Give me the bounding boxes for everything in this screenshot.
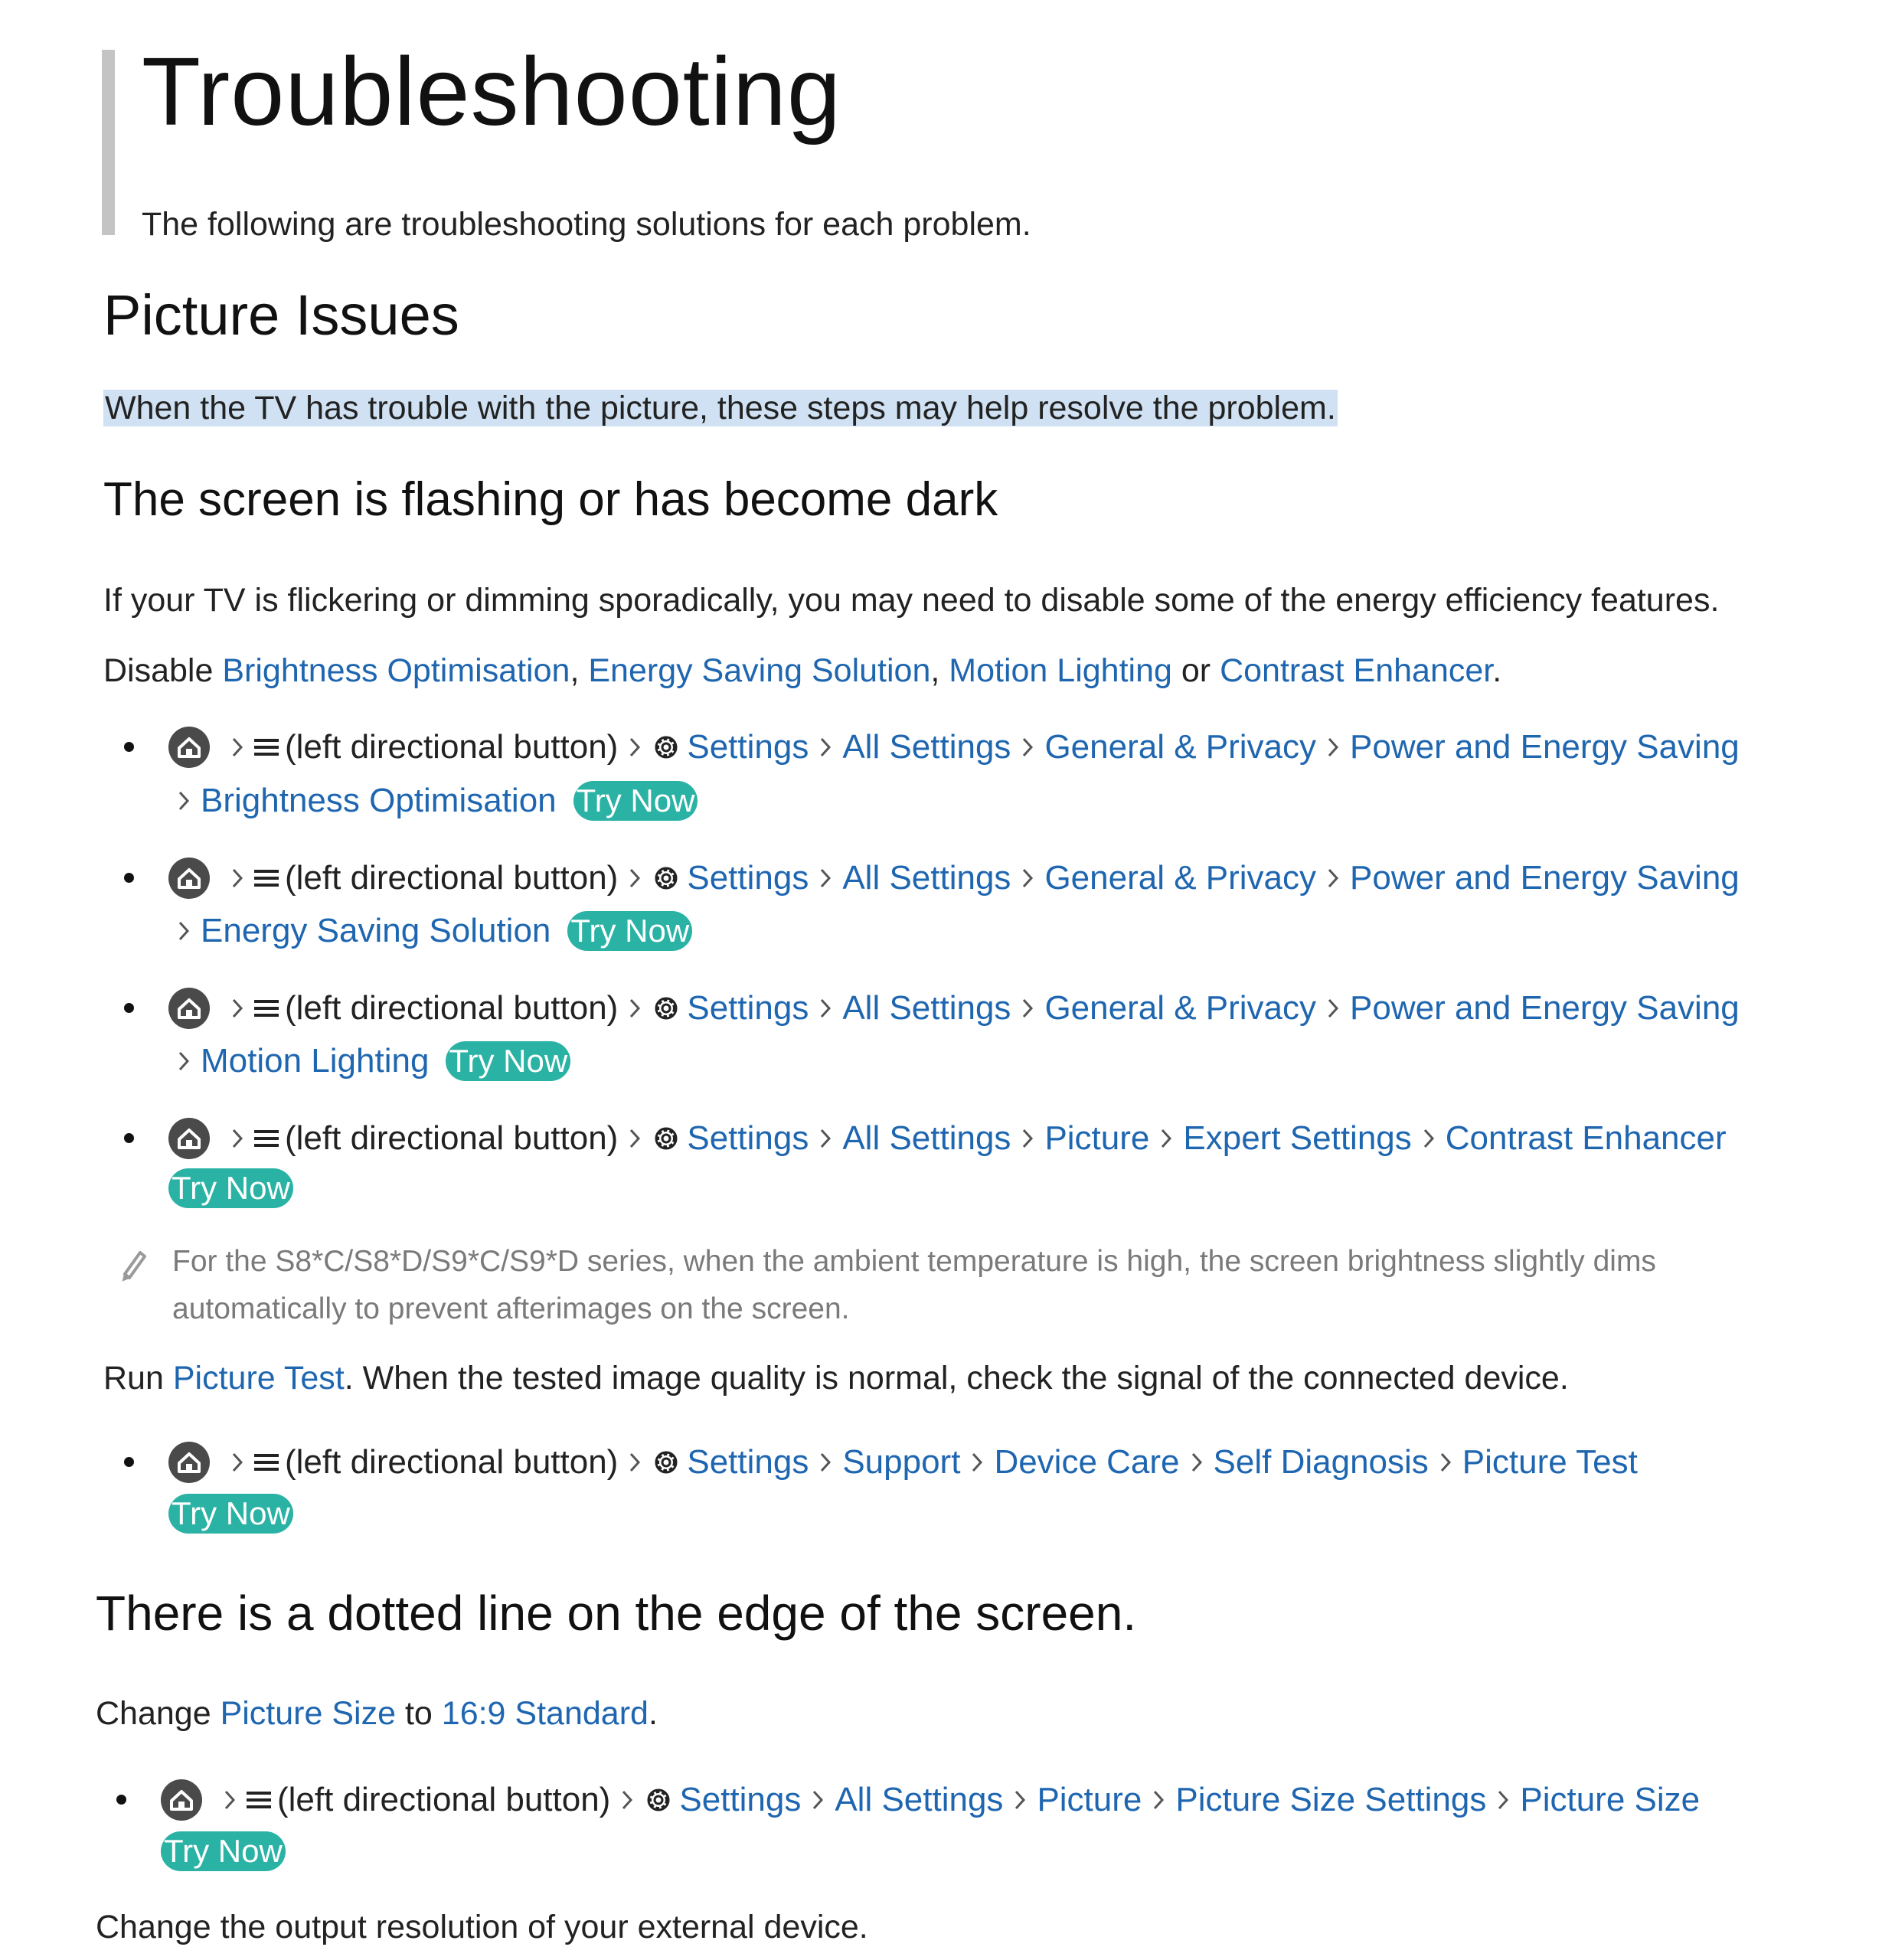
link-support[interactable]: Support [842,1443,961,1481]
chevron-right-icon [1439,1452,1452,1473]
paragraph-disable: Disable Brightness Optimisation, Energy Saving Solution, Motion Lighting or Contrast Enhancer. [103,652,1502,689]
chevron-right-icon [1021,737,1034,758]
paragraph-flicker: If your TV is flickering or dimming sporadically, you may need to disable some of the energy efficiency features. [103,582,1720,619]
selected-text: When the TV has trouble with the picture, these steps may help resolve the problem. [105,390,1336,426]
link-picture-test-path[interactable]: Picture Test [1462,1443,1638,1481]
menu-path-1-cont [178,778,698,824]
section-heading: Picture Issues [103,283,459,347]
link-self-diagnosis[interactable]: Self Diagnosis [1213,1443,1429,1481]
link-picture[interactable]: Picture [1037,1781,1142,1818]
chevron-right-icon [178,1050,190,1072]
home-icon [168,1118,210,1159]
link-motion-lighting-path[interactable]: Motion Lighting [201,1042,430,1080]
note-line-2: automatically to prevent afterimages on the screen. [172,1292,850,1325]
subsection-heading-dotted: There is a dotted line on the edge of the screen. [96,1586,1137,1641]
chevron-right-icon [1021,998,1034,1019]
link-contrast-enhancer-path[interactable]: Contrast Enhancer [1445,1119,1727,1157]
menu-path-4: (left directional button) Settings All Settings Picture Expert Settings Contrast Enhancer [168,1116,1727,1161]
chevron-right-icon [231,998,243,1019]
menu-path-5-cont [168,1494,293,1534]
link-settings[interactable]: Settings [687,1119,809,1157]
paragraph-output-resolution: Change the output resolution of your external device. [96,1909,868,1945]
gear-icon [652,733,681,762]
link-power-energy-saving[interactable]: Power and Energy Saving [1350,859,1740,897]
try-now-button[interactable]: Try Now [161,1831,286,1871]
chevron-right-icon [178,920,190,942]
home-icon [161,1779,202,1821]
link-motion-lighting[interactable]: Motion Lighting [949,652,1172,689]
link-picture-test[interactable]: Picture Test [172,1360,345,1396]
chevron-right-icon [1327,737,1339,758]
link-brightness-optimisation[interactable]: Brightness Optimisation [222,652,570,689]
link-expert-settings[interactable]: Expert Settings [1183,1119,1412,1157]
link-picture-size[interactable]: Picture Size [220,1695,397,1732]
chevron-right-icon [1327,998,1339,1019]
list-bullet [124,1457,134,1467]
subsection-heading-flashing: The screen is flashing or has become dark [103,473,998,526]
link-energy-saving-solution-path[interactable]: Energy Saving Solution [201,912,551,949]
link-picture-size-path[interactable]: Picture Size [1520,1781,1701,1818]
chevron-right-icon [812,1789,824,1811]
link-contrast-enhancer[interactable]: Contrast Enhancer [1220,652,1493,689]
link-all-settings[interactable]: All Settings [842,728,1011,766]
menu-path-2-cont [178,908,692,954]
list-bullet [124,742,134,752]
chevron-right-icon [224,1789,236,1811]
chevron-right-icon [629,1452,641,1473]
title-accent-bar [102,50,115,235]
chevron-right-icon [231,867,243,889]
chevron-right-icon [819,1128,832,1149]
chevron-right-icon [971,1452,983,1473]
home-icon [168,1442,210,1483]
home-icon [168,727,210,768]
menu-path-4-cont [168,1168,293,1208]
link-general-privacy[interactable]: General & Privacy [1044,728,1317,766]
link-picture[interactable]: Picture [1044,1119,1150,1157]
gear-icon [652,1124,681,1153]
link-brightness-optimisation-path[interactable]: Brightness Optimisation [201,782,557,819]
gear-icon [644,1785,673,1815]
chevron-right-icon [819,867,832,889]
menu-path-6: (left directional button) Settings All Settings Picture Picture Size Settings Picture Size [161,1777,1700,1823]
chevron-right-icon [1152,1789,1165,1811]
list-bullet [116,1795,126,1805]
menu-icon [254,737,279,758]
chevron-right-icon [629,737,641,758]
note-line-1: For the S8*C/S8*D/S9*C/S9*D series, when the ambient temperature is high, the screen brightness slightly dims [172,1245,1656,1278]
chevron-right-icon [1021,867,1034,889]
chevron-right-icon [629,867,641,889]
link-settings[interactable]: Settings [687,728,809,766]
link-settings[interactable]: Settings [687,989,809,1027]
link-all-settings[interactable]: All Settings [835,1781,1004,1818]
try-now-button[interactable]: Try Now [168,1494,293,1534]
chevron-right-icon [231,1128,243,1149]
paragraph-change-size: Change Picture Size to 16:9 Standard. [96,1695,658,1732]
page-title: Troubleshooting [142,38,841,145]
try-now-button[interactable]: Try Now [168,1168,293,1208]
chevron-right-icon [819,737,832,758]
chevron-right-icon [1191,1452,1203,1473]
chevron-right-icon [1497,1789,1509,1811]
chevron-right-icon [621,1789,633,1811]
menu-path-5: (left directional button) Settings Support Device Care Self Diagnosis Picture Test [168,1439,1638,1485]
menu-icon [247,1789,271,1811]
menu-icon [254,867,279,889]
chevron-right-icon [629,1128,641,1149]
chevron-right-icon [178,790,190,812]
list-bullet [124,1133,134,1143]
menu-path-3-cont [178,1038,570,1084]
chevron-right-icon [1014,1789,1026,1811]
link-general-privacy[interactable]: General & Privacy [1044,989,1317,1027]
gear-icon [652,1448,681,1477]
chevron-right-icon [819,998,832,1019]
link-settings[interactable]: Settings [679,1781,802,1818]
page-intro: The following are troubleshooting solutions for each problem. [142,206,1031,243]
chevron-right-icon [1327,867,1339,889]
link-power-energy-saving[interactable]: Power and Energy Saving [1350,989,1740,1027]
chevron-right-icon [819,1452,832,1473]
chevron-right-icon [1423,1128,1435,1149]
menu-path-2: (left directional button) Settings All Settings General & Privacy Power and Energy Saving [168,855,1740,901]
link-device-care[interactable]: Device Care [994,1443,1180,1481]
section-summary [103,387,1338,430]
link-picture-size-settings[interactable]: Picture Size Settings [1175,1781,1487,1818]
link-all-settings[interactable]: All Settings [842,1119,1011,1157]
chevron-right-icon [1021,1128,1034,1149]
try-now-button[interactable]: Try Now [573,781,698,821]
gear-icon [652,994,681,1023]
list-bullet [124,1003,134,1013]
gear-icon [652,864,681,893]
home-icon [168,988,210,1029]
menu-icon [254,1128,279,1149]
link-general-privacy[interactable]: General & Privacy [1044,859,1317,897]
link-all-settings[interactable]: All Settings [842,859,1011,897]
chevron-right-icon [629,998,641,1019]
link-power-energy-saving[interactable]: Power and Energy Saving [1350,728,1740,766]
menu-icon [254,998,279,1019]
paragraph-run-picture-test: Run Picture Test. When the tested image quality is normal, check the signal of the connected device. [103,1360,1569,1396]
link-16-9-standard[interactable]: 16:9 Standard [441,1695,649,1732]
chevron-right-icon [1160,1128,1172,1149]
menu-icon [254,1452,279,1473]
menu-path-1: (left directional button) Settings All Settings General & Privacy Power and Energy Saving [168,724,1740,770]
link-settings[interactable]: Settings [687,859,809,897]
menu-path-6-cont [161,1831,286,1871]
try-now-button[interactable]: Try Now [567,911,692,951]
link-all-settings[interactable]: All Settings [842,989,1011,1027]
link-energy-saving-solution[interactable]: Energy Saving Solution [588,652,931,689]
pencil-icon [119,1246,149,1287]
try-now-button[interactable]: Try Now [446,1041,570,1081]
menu-path-3: (left directional button) Settings All Settings General & Privacy Power and Energy Saving [168,985,1740,1031]
chevron-right-icon [231,737,243,758]
chevron-right-icon [231,1452,243,1473]
link-settings[interactable]: Settings [687,1443,809,1481]
list-bullet [124,873,134,883]
home-icon [168,858,210,899]
